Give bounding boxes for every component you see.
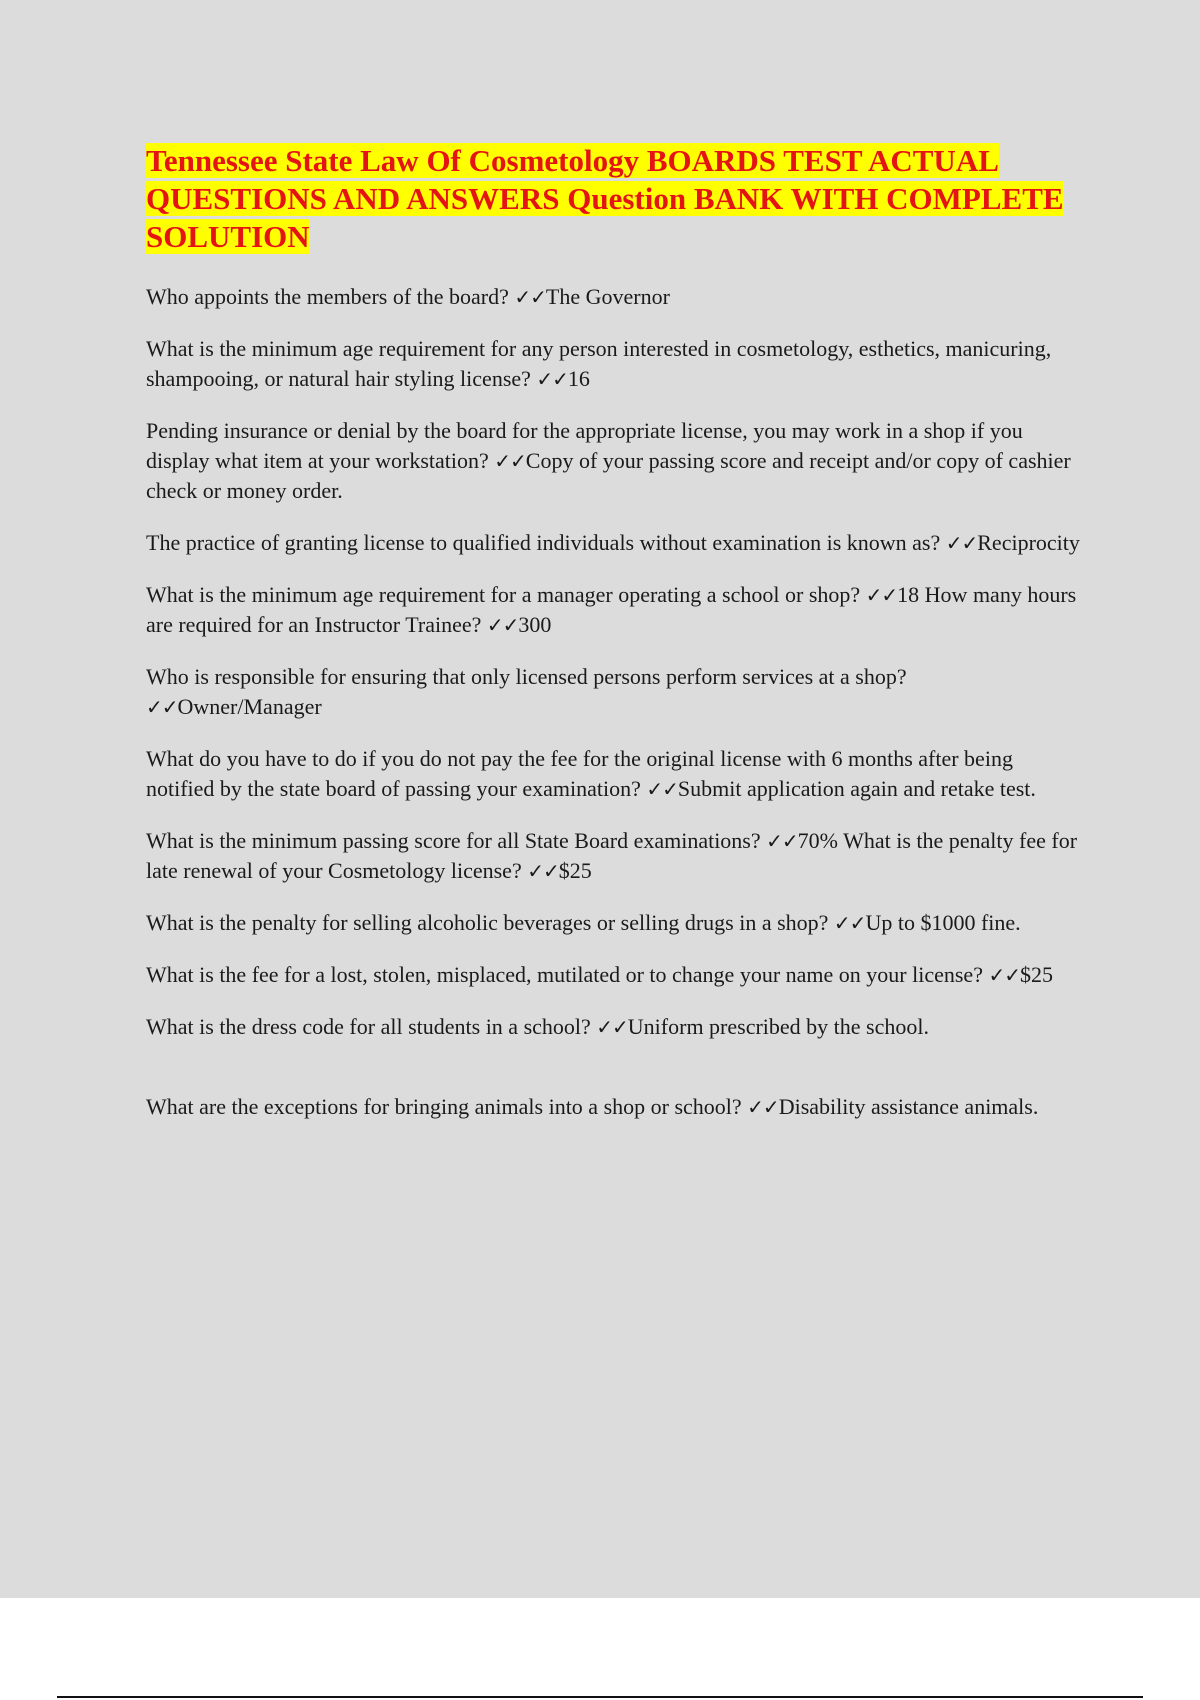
question-text: What is the dress code for all students in a school? bbox=[146, 1014, 597, 1039]
question-text: What is the penalty fee for late renewal of your Cosmetology license? bbox=[146, 828, 1078, 883]
question-text: Pending insurance or denial by the board for the appropriate license, you may work in a shop if you display what item at your workstation? bbox=[146, 418, 1023, 473]
answer-text: Copy of your passing score and receipt and/or copy of cashier check or money order. bbox=[146, 448, 1071, 503]
qa-item bbox=[146, 416, 1086, 506]
qa-item bbox=[146, 960, 1086, 990]
check-icon: ✓✓ bbox=[945, 531, 978, 555]
check-icon: ✓✓ bbox=[146, 695, 178, 719]
question-text: What are the exceptions for bringing animals into a shop or school? bbox=[146, 1094, 748, 1119]
qa-item bbox=[146, 282, 1086, 312]
check-icon: ✓✓ bbox=[833, 911, 866, 935]
qa-item bbox=[146, 1092, 1086, 1122]
answer-text: 70% bbox=[797, 828, 838, 853]
check-icon: ✓✓ bbox=[494, 449, 526, 473]
answer-text: Uniform prescribed by the school. bbox=[627, 1014, 929, 1039]
qa-item bbox=[146, 528, 1086, 558]
page-divider bbox=[57, 1696, 1143, 1698]
title-highlight: Tennessee State Law Of Cosmetology BOARDS TEST ACTUAL QUESTIONS AND ANSWERS Question BANK WITH COMPLETE SOLUTION bbox=[146, 143, 1064, 254]
check-icon: ✓✓ bbox=[988, 963, 1020, 987]
question-text: What is the minimum age requirement for any person interested in cosmetology, esthetics, manicuring, shampooing, or natural hair styling license? bbox=[146, 336, 1052, 391]
answer-text: Disability assistance animals. bbox=[778, 1094, 1039, 1119]
check-icon: ✓✓ bbox=[596, 1015, 628, 1039]
check-icon: ✓✓ bbox=[514, 285, 546, 309]
question-text: Who is responsible for ensuring that only licensed persons perform services at a shop? bbox=[146, 664, 907, 689]
question-text: What do you have to do if you do not pay the fee for the original license with 6 months after being notified by the state board of passing your examination? bbox=[146, 746, 1013, 801]
question-text: What is the penalty for selling alcoholic beverages or selling drugs in a shop? bbox=[146, 910, 834, 935]
document-title bbox=[146, 142, 1086, 256]
question-text: Who appoints the members of the board? bbox=[146, 284, 515, 309]
qa-item bbox=[146, 662, 1086, 722]
answer-text: Submit application again and retake test. bbox=[677, 776, 1036, 801]
question-text: What is the minimum passing score for all State Board examinations? bbox=[146, 828, 767, 853]
check-icon: ✓✓ bbox=[766, 829, 798, 853]
question-text: The practice of granting license to qualified individuals without examination is known as? bbox=[146, 530, 946, 555]
qa-item bbox=[146, 1012, 1086, 1042]
question-text: What is the fee for a lost, stolen, misplaced, mutilated or to change your name on your license? bbox=[146, 962, 989, 987]
document-content bbox=[146, 142, 1086, 1144]
answer-text: Up to $1000 fine. bbox=[865, 910, 1021, 935]
check-icon: ✓✓ bbox=[486, 613, 519, 637]
check-icon: ✓✓ bbox=[865, 583, 898, 607]
answer-text: Reciprocity bbox=[977, 530, 1080, 555]
check-icon: ✓✓ bbox=[646, 777, 678, 801]
check-icon: ✓✓ bbox=[747, 1095, 779, 1119]
question-text: What is the minimum age requirement for a manager operating a school or shop? bbox=[146, 582, 866, 607]
answer-text: $25 bbox=[1019, 962, 1053, 987]
qa-item bbox=[146, 744, 1086, 804]
qa-item bbox=[146, 334, 1086, 394]
answer-text: The Governor bbox=[545, 284, 670, 309]
answer-text: 300 bbox=[518, 612, 552, 637]
answer-text: 16 bbox=[567, 366, 590, 391]
question-text: How many hours are required for an Instructor Trainee? bbox=[146, 582, 1077, 637]
answer-text: Owner/Manager bbox=[177, 694, 322, 719]
qa-item bbox=[146, 580, 1086, 640]
check-icon: ✓✓ bbox=[527, 859, 559, 883]
qa-item bbox=[146, 908, 1086, 938]
answer-text: 18 bbox=[897, 582, 920, 607]
answer-text: $25 bbox=[558, 858, 592, 883]
check-icon: ✓✓ bbox=[536, 367, 568, 391]
qa-item bbox=[146, 826, 1086, 886]
